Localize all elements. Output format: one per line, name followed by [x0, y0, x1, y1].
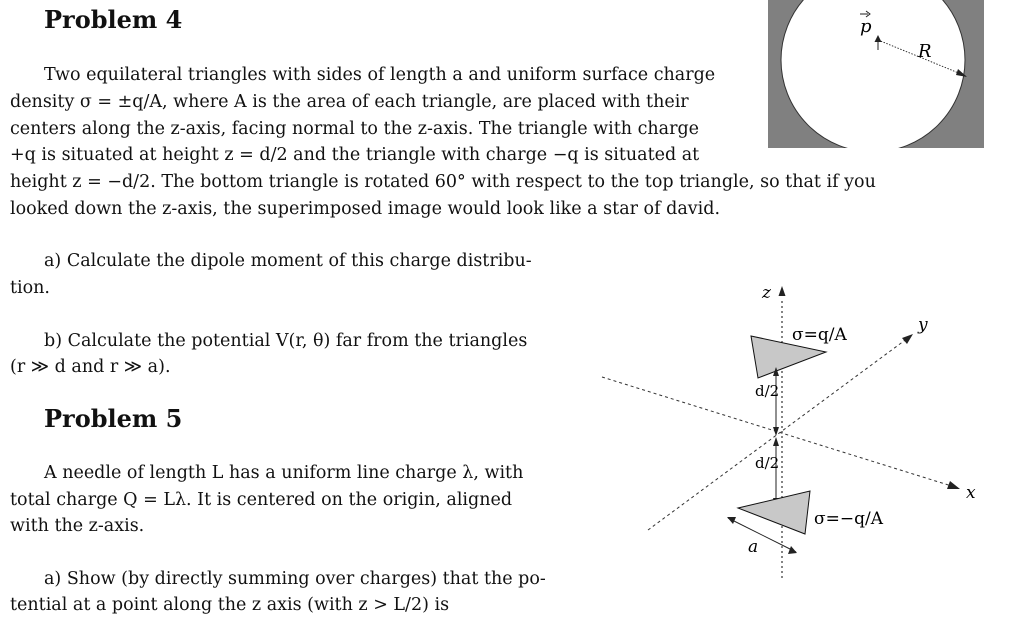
problem-4-text-line-1: Two equilateral triangles with sides of length a and uniform surface charge [44, 65, 716, 85]
problem-4-text-line-2: density σ = ±q/A, where A is the area of each triangle, are placed with their [10, 92, 689, 112]
problem-4-part-b-line-2: (r ≫ d and r ≫ a). [10, 357, 171, 377]
triangles-figure [598, 278, 998, 578]
problem-4-part-a-line-2: tion. [10, 278, 50, 298]
z-axis-arrow-head [779, 286, 786, 296]
d-half-top-arrow-down [773, 427, 779, 436]
side-length-arrow-left [727, 517, 736, 524]
problem-4-part-b-line-1: b) Calculate the potential V(r, θ) far from the triangles [44, 331, 528, 351]
problem-4-text-line-6: looked down the z-axis, the superimposed image would look like a star of david. [10, 199, 721, 219]
disk-circle [781, 0, 965, 148]
problem-5-part-a-line-1: a) Show (by directly summing over charges) that the po- [44, 569, 546, 589]
x-axis-label: x [966, 483, 976, 503]
problem-5-text-line-3: with the z-axis. [10, 516, 145, 536]
charged-disk-figure [768, 0, 984, 148]
dipole-p-label: p [860, 16, 872, 37]
problem-4-text-line-5: height z = −d/2. The bottom triangle is rotated 60° with respect to the top triangle, so that if you [10, 172, 876, 192]
problem-4-heading: Problem 4 [44, 5, 183, 34]
y-axis-label: y [918, 315, 928, 335]
problem-5-text-line-1: A needle of length L has a uniform line charge λ, with [44, 463, 524, 483]
side-length-label: a [748, 537, 759, 557]
problem-4-text-line-4: +q is situated at height z = d/2 and the triangle with charge −q is situated at [10, 145, 700, 165]
d-half-bottom-arrow-up [773, 437, 779, 446]
problem-4-part-a-line-1: a) Calculate the dipole moment of this charge distribu- [44, 251, 532, 271]
bottom-charge-label: σ=−q/A [814, 509, 883, 529]
problem-5-heading: Problem 5 [44, 404, 183, 433]
problem-5-text-line-2: total charge Q = Lλ. It is centered on the origin, aligned [10, 490, 513, 510]
side-length-arrow-right [788, 546, 797, 554]
radius-r-label: R [918, 41, 932, 62]
top-charge-label: σ=q/A [792, 325, 847, 345]
problem-5-part-a-line-2: tential at a point along the z axis (with z > L/2) is [10, 595, 450, 615]
z-axis-label: z [762, 283, 771, 303]
x-axis-arrow-head [947, 481, 960, 489]
y-axis-arrow-head [902, 334, 913, 344]
d-half-bottom-label: d/2 [755, 454, 780, 472]
problem-4-text-line-3: centers along the z-axis, facing normal to the z-axis. The triangle with charge [10, 119, 700, 139]
bottom-triangle [738, 491, 810, 534]
d-half-top-label: d/2 [755, 382, 780, 400]
